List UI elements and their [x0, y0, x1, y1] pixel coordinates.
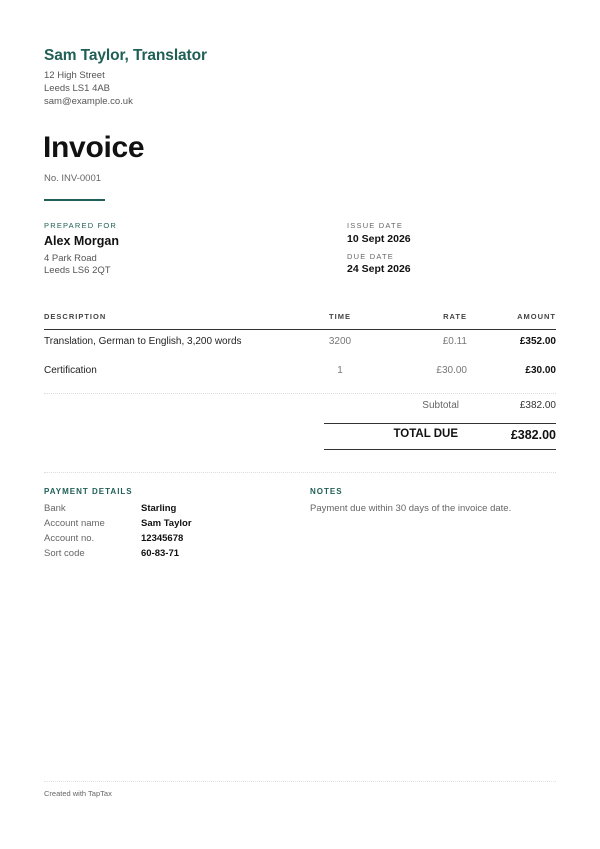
due-date-value: 24 Sept 2026: [347, 263, 411, 275]
total-due-value: £382.00: [510, 428, 556, 442]
total-divider-top: [324, 423, 556, 424]
line-item-description: Certification: [44, 365, 97, 376]
invoice-number: No. INV-0001: [44, 173, 102, 184]
sender-address-line: Leeds LS1 4AB: [44, 83, 111, 94]
footer-credit: Created with TapTax: [44, 789, 112, 798]
line-item-time: 3200: [328, 336, 352, 347]
column-header-description: DESCRIPTION: [44, 312, 107, 321]
column-header-amount: AMOUNT: [517, 312, 556, 321]
section-divider: [44, 472, 556, 473]
payment-value-sort-code: 60-83-71: [141, 548, 180, 559]
line-item-description: Translation, German to English, 3,200 words: [44, 336, 242, 347]
payment-label-bank: Bank: [44, 503, 66, 514]
payment-value-bank: Starling: [141, 503, 177, 514]
payment-label-account-number: Account no.: [44, 533, 95, 544]
table-header-divider: [44, 329, 556, 330]
client-name: Alex Morgan: [44, 234, 120, 248]
issue-date-value: 10 Sept 2026: [347, 233, 411, 245]
payment-label-sort-code: Sort code: [44, 548, 85, 559]
column-header-time: TIME: [329, 312, 351, 321]
sender-name: Sam Taylor, Translator: [44, 47, 207, 64]
accent-divider: [44, 199, 105, 201]
issue-date-label: ISSUE DATE: [347, 221, 404, 230]
invoice-title: Invoice: [43, 131, 145, 164]
line-item-rate: £30.00: [436, 365, 467, 376]
line-item-amount: £352.00: [519, 336, 556, 347]
prepared-for-label: PREPARED FOR: [44, 221, 118, 230]
client-address-line: Leeds LS6 2QT: [44, 265, 111, 276]
items-divider: [44, 393, 556, 394]
subtotal-label: Subtotal: [422, 400, 459, 411]
notes-title: NOTES: [310, 487, 343, 496]
line-item-amount: £30.00: [525, 365, 556, 376]
line-item-time: 1: [337, 365, 343, 376]
total-divider-bottom: [324, 449, 556, 450]
footer-divider: [44, 781, 556, 782]
payment-value-account-name: Sam Taylor: [141, 518, 192, 529]
due-date-label: DUE DATE: [347, 252, 394, 261]
column-header-rate: RATE: [443, 312, 467, 321]
sender-address-line: 12 High Street: [44, 70, 105, 81]
sender-email: sam@example.co.uk: [44, 96, 133, 107]
total-due-label: TOTAL DUE: [393, 428, 458, 440]
notes-text: Payment due within 30 days of the invoice date.: [310, 503, 512, 514]
client-address-line: 4 Park Road: [44, 253, 97, 264]
line-item-rate: £0.11: [442, 336, 467, 347]
payment-value-account-number: 12345678: [141, 533, 184, 544]
payment-label-account-name: Account name: [44, 518, 105, 529]
payment-details-title: PAYMENT DETAILS: [44, 487, 133, 496]
subtotal-value: £382.00: [519, 400, 556, 411]
